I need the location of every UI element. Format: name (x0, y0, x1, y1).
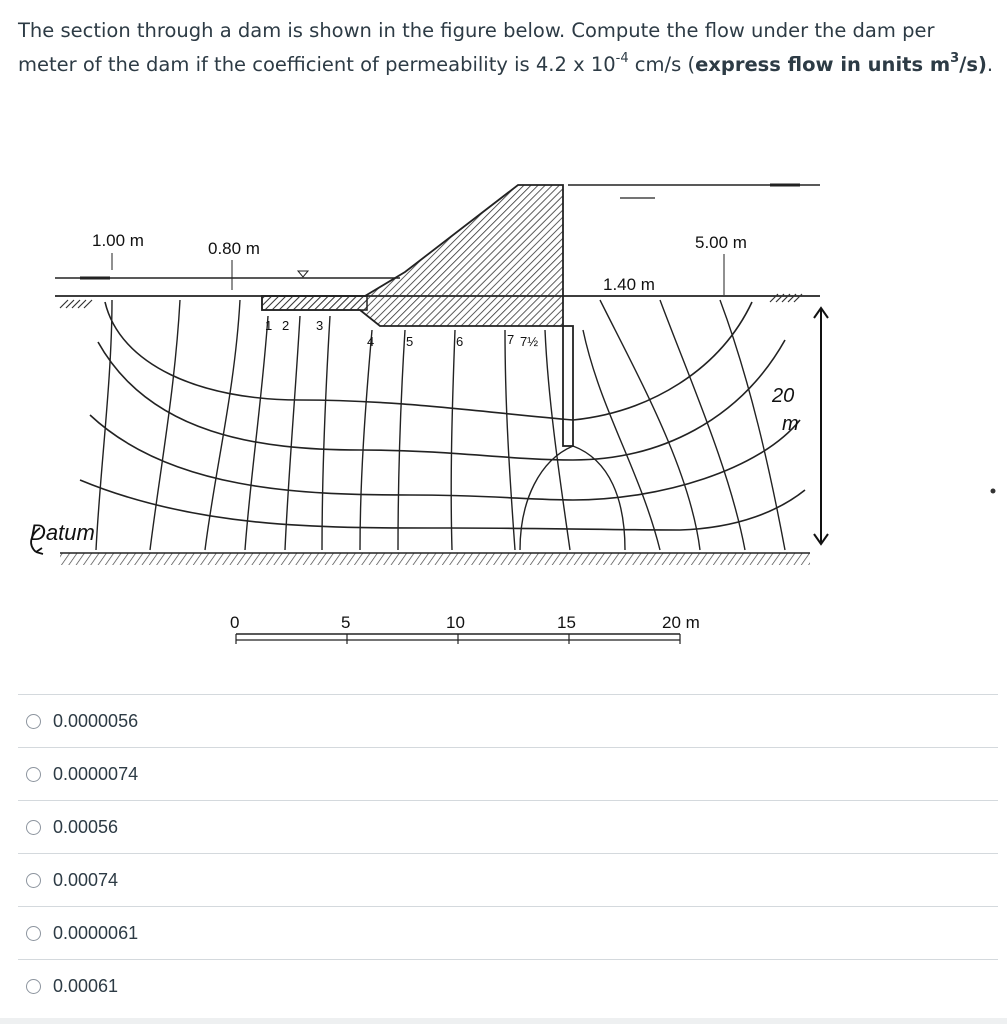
depth-arrow (814, 308, 828, 544)
question-bold (695, 50, 987, 76)
flow-lines (80, 302, 805, 530)
scale-label-0: 0 (230, 613, 240, 632)
question-end: . (986, 53, 994, 76)
impervious-base (60, 553, 810, 565)
scale-label-5: 5 (341, 613, 351, 632)
page-bottom-bar (0, 1018, 1007, 1024)
answer-option-label: 0.0000074 (53, 763, 139, 784)
depth-unit: m (782, 413, 799, 435)
dam-flow-net-figure (0, 150, 1007, 690)
equip-label-6: 6 (456, 334, 464, 349)
scale-label-20: 20 m (662, 613, 700, 632)
radio-button[interactable] (26, 767, 41, 782)
question-bold-suffix: /s) (959, 53, 987, 76)
answer-option[interactable] (18, 800, 998, 853)
tailwater-surface (55, 271, 400, 278)
scale-bar (230, 613, 700, 644)
question-part2: cm/s ( (628, 53, 696, 76)
scale-label-15: 15 (557, 613, 576, 632)
answer-option[interactable] (18, 906, 998, 959)
equip-label-5: 5 (406, 334, 414, 349)
question-bold-exponent: 3 (950, 50, 960, 66)
answer-option[interactable] (18, 959, 998, 1012)
ground-symbol-left (60, 300, 92, 308)
equip-label-7-5: 7½ (520, 334, 539, 349)
answer-option[interactable] (18, 747, 998, 800)
equip-label-4: 4 (367, 334, 375, 349)
question-text (18, 14, 998, 82)
answer-option-label: 0.0000061 (53, 922, 139, 943)
equip-label-1: 1 (265, 318, 273, 333)
equip-label-7: 7 (507, 332, 515, 347)
answer-option[interactable] (18, 694, 998, 747)
answer-option[interactable] (18, 853, 998, 906)
answer-options (18, 694, 998, 1012)
radio-button[interactable] (26, 926, 41, 941)
equip-label-3: 3 (316, 318, 324, 333)
dim-upstream-depth: 1.00 m (92, 231, 144, 250)
stray-dot (991, 489, 996, 494)
flow-net-svg (0, 150, 1007, 690)
datum-label: Datum (30, 520, 95, 545)
answer-option-label: 0.0000056 (53, 710, 139, 731)
dam-apron (262, 296, 367, 310)
scale-label-10: 10 (446, 613, 465, 632)
dim-cutoff: 1.40 m (603, 275, 655, 294)
equip-label-2: 2 (282, 318, 290, 333)
question-bold-text: express flow in units m (695, 53, 951, 76)
dim-apron-depth: 0.80 m (208, 239, 260, 258)
headwater-surface (568, 185, 820, 198)
answer-option-label: 0.00061 (53, 975, 119, 996)
equipotential-lines (96, 300, 785, 550)
radio-button[interactable] (26, 979, 41, 994)
question-part1: The section through a dam is shown in the figure below. Compute the flow under the dam per meter of the dam if the coefficient of permeability is 4.2 x 10 (18, 19, 935, 76)
dim-headwater: 5.00 m (695, 233, 747, 252)
radio-button[interactable] (26, 873, 41, 888)
answer-option-label: 0.00056 (53, 816, 119, 837)
answer-option-label: 0.00074 (53, 869, 119, 890)
radio-button[interactable] (26, 820, 41, 835)
depth-value: 20 (772, 385, 795, 407)
question-exponent: -4 (615, 50, 629, 66)
radio-button[interactable] (26, 714, 41, 729)
cutoff-wall (563, 326, 573, 446)
